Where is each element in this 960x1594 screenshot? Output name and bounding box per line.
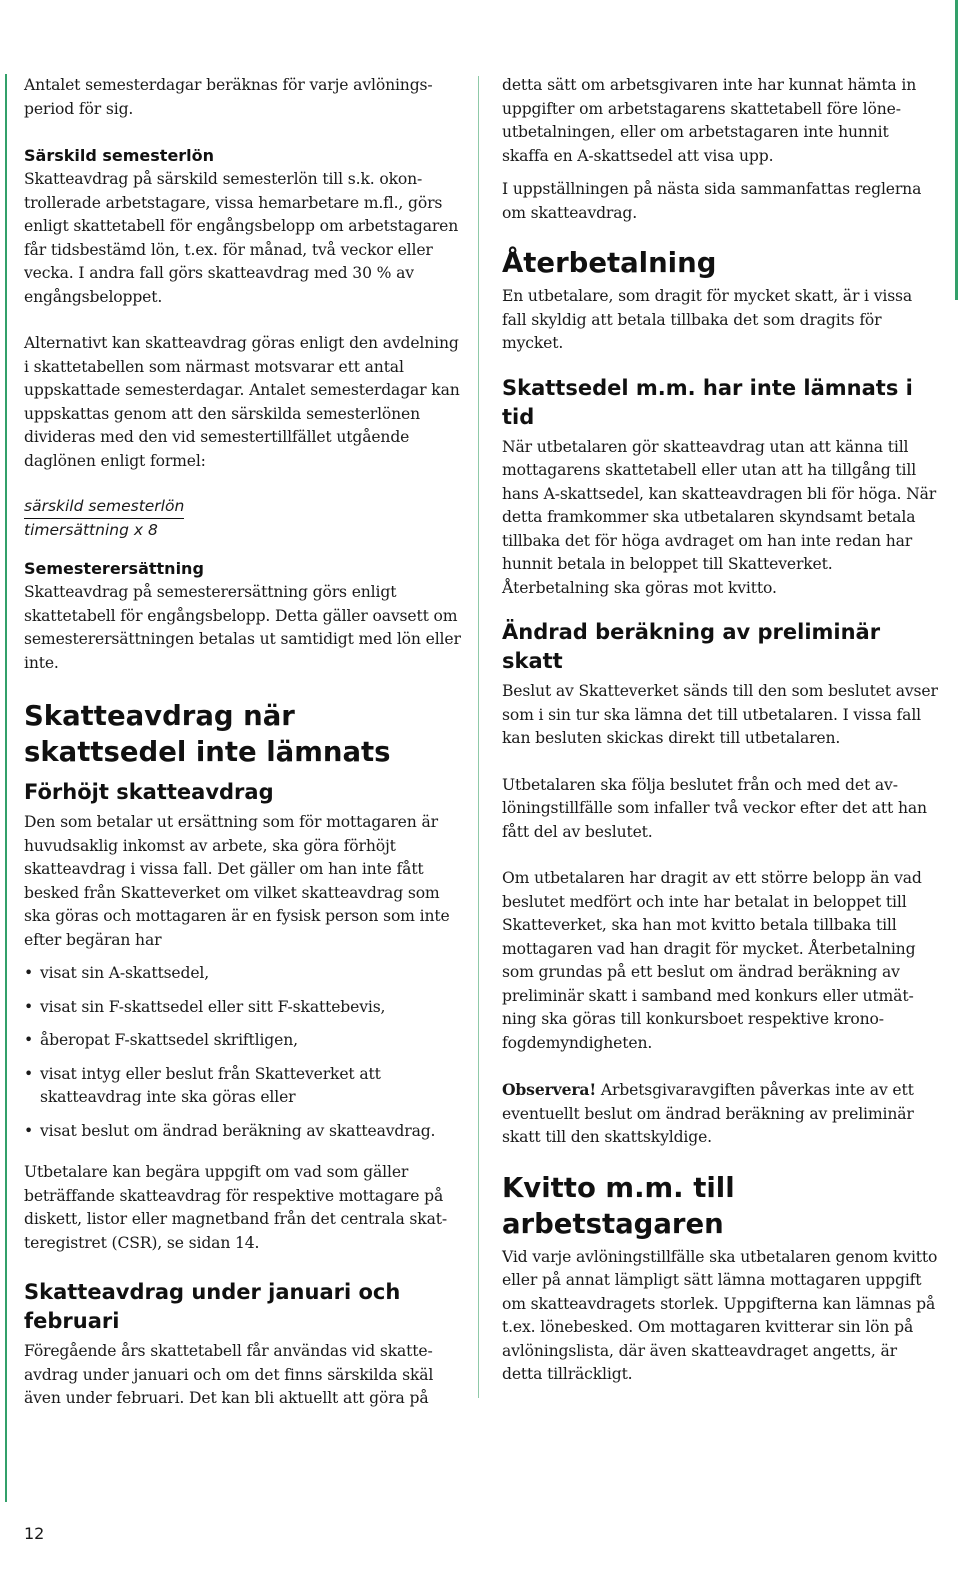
heading-kvitto: Kvitto m.m. till arbetstagaren [502, 1171, 735, 1240]
sarskild-paragraph-2: Alternativt kan skatteavdrag göras enligt den avdelning i skattetabellen som närmast motsvarar ett antal uppskattade semesterdagar. Antalet semesterdagar kan uppskattas genom att den särskilda semesterlönen divideras med den vid semestertillfället utgående daglönen enligt formel: [24, 334, 460, 470]
forhojt-paragraph: Den som betalar ut ersättning som för mottagaren är huvudsaklig inkomst av arbete, ska göra förhöjt skatteavdrag i vissa fall. Det gäller om han inte fått besked från Skatteverket om vilket skatteavdrag som ska göras och mottagaren är en fysisk person som inte efter begäran har [24, 813, 450, 949]
observera-text: Arbetsgivaravgiften påverkas inte av ett eventuellt beslut om ändrad beräkning av preliminär skatt till den skattskyldige. [502, 1081, 914, 1146]
observera-paragraph [502, 1078, 940, 1150]
continuation-paragraph-2: I uppställningen på nästa sida sammanfattas reglerna om skatteavdrag. [502, 180, 922, 222]
list-item: • åberopat F-skattsedel skriftligen, [24, 1029, 464, 1053]
requirement-list [24, 962, 464, 1143]
column-divider [478, 76, 479, 1398]
kvitto-paragraph: Vid varje avlöningstillfälle ska utbetalaren genom kvitto eller på annat lämpligt sätt lämna mottagaren uppgift om skatteavdragets storlek. Uppgifterna kan lämnas på t.ex. lönebesked. Om mottagaren kvitterar sin lön på avlöningslista, där även skatteavdraget angetts, är detta tillräckligt. [502, 1247, 938, 1383]
continuation-paragraph-1: detta sätt om arbetsgivaren inte har kunnat hämta in uppgifter om arbetstagarens skattetabell före löneutbetalningen, eller om arbetstagaren inte hunnit skaffa en A-skattsedel att visa upp. [502, 76, 917, 165]
intro-paragraph: Antalet semesterdagar beräknas för varje avlöningsperiod för sig. [24, 76, 433, 118]
heading-andrad-berakning: Ändrad beräkning av preliminär skatt [502, 620, 881, 673]
andrad-paragraph-1: Beslut av Skatteverket sänds till den som beslutet avser som i sin tur ska lämna det till utbetalaren. I vissa fall kan besluten skickas direkt till utbetalaren. [502, 682, 938, 747]
formula-numerator: särskild semesterlön [24, 495, 184, 519]
aterbetalning-paragraph: En utbetalare, som dragit för mycket skatt, är i vissa fall skyldig att betala tillbaka det som dragits för mycket. [502, 287, 913, 352]
right-edge-rule [955, 0, 958, 300]
formula-denominator: timersättning x 8 [24, 521, 158, 539]
list-item: • visat beslut om ändrad beräkning av skatteavdrag. [24, 1120, 464, 1144]
page-number: 12 [24, 1524, 45, 1543]
heading-semesterersattning: Semesterersättning [24, 559, 204, 578]
andrad-paragraph-3: Om utbetalaren har dragit av ett större belopp än vad beslutet medfört och inte har betalat in beloppet till Skatteverket, ska han mot kvitto betala tillbaka till mottagaren vad han dragit för mycket. Återbetalning som grundas på ett beslut om ändrad beräkning av preliminär skatt i samband med konkurs eller utmätning ska göras till konkursboet respektive kronofogdemyndigheten. [502, 869, 922, 1052]
semesterersattning-paragraph: Skatteavdrag på semesterersättning görs enligt skattetabell för engångsbelopp. Detta gäller oavsett om semesterersättningen betalas ut samtidigt med lön eller inte. [24, 583, 461, 672]
heading-skattsedel-inte-lamnats: Skattsedel m.m. har inte lämnats i tid [502, 375, 913, 429]
heading-skatteavdrag-nar-skattsedel: Skatteavdrag när skattsedel inte lämnats [24, 700, 391, 768]
list-item: • visat sin F-skattsedel eller sitt F-skattebevis, [24, 996, 464, 1020]
list-item: • visat intyg eller beslut från Skatteverket att skatteavdrag inte ska göras eller [24, 1063, 464, 1110]
right-column [502, 74, 940, 1397]
observera-label: Observera! [502, 1080, 597, 1099]
left-margin-rule [5, 74, 7, 1502]
andrad-paragraph-2: Utbetalaren ska följa beslutet från och med det avlöningstillfälle som infaller två veckor efter det att han fått del av beslutet. [502, 775, 927, 841]
list-item: • visat sin A-skattsedel, [24, 962, 464, 986]
heading-januari-februari: Skatteavdrag under januari och februari [24, 1280, 401, 1333]
heading-aterbetalning: Återbetalning [502, 247, 717, 279]
left-column [24, 74, 464, 1421]
januari-paragraph: Föregående års skattetabell får användas vid skatteavdrag under januari och om det finns särskilda skäl även under februari. Det kan bli aktuellt att göra på [24, 1342, 434, 1407]
utbetalare-paragraph: Utbetalare kan begära uppgift om vad som gäller beträffande skatteavdrag för respektive mottagare på diskett, listor eller magnetband från det centrala skatteregistret (CSR), se sidan 14. [24, 1163, 448, 1252]
heading-sarskild-semesterlon: Särskild semesterlön [24, 146, 215, 165]
heading-forhojt-skatteavdrag: Förhöjt skatteavdrag [24, 780, 274, 804]
formula [24, 495, 464, 541]
skattsedel-paragraph: När utbetalaren gör skatteavdrag utan att känna till mottagarens skattetabell eller utan att ha tillgång till hans A-skattsedel, kan skatteavdragen bli för höga. När detta framkommer ska utbetalaren skyndsamt betala tillbaka det för höga avdraget om han inte redan har hunnit betala in beloppet till Skatteverket. Återbetalning ska göras mot kvitto. [502, 437, 937, 597]
sarskild-paragraph-1: Skatteavdrag på särskild semesterlön till s.k. okontrollerade arbetstagare, vissa hemarbetare m.fl., görs enligt skattetabell för engångsbelopp om arbetstagaren får tidsbestämd lön, t.ex. för månad, två veckor eller vecka. I andra fall görs skatteavdrag med 30 % av engångsbeloppet. [24, 170, 459, 306]
